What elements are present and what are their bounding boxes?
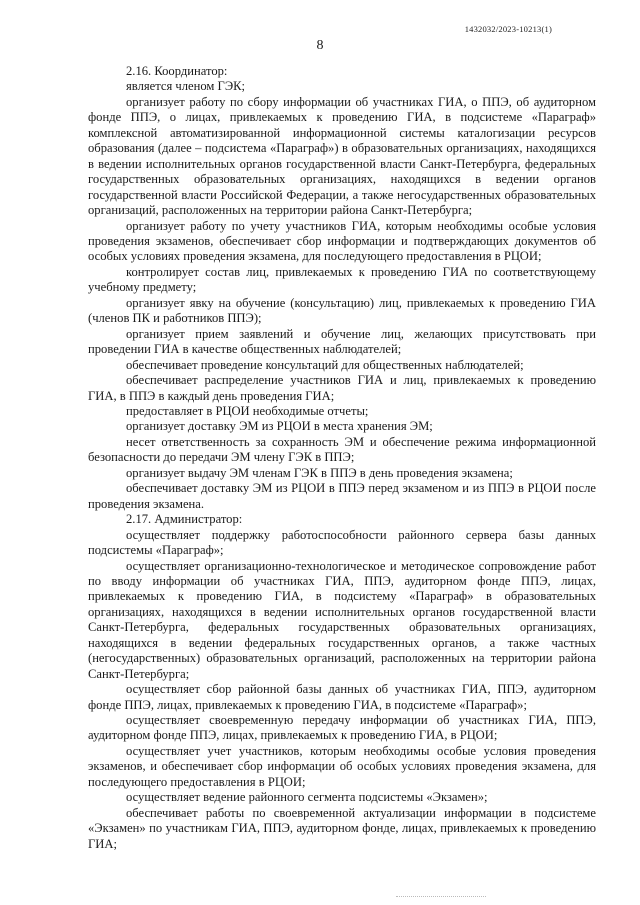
paragraph: организует выдачу ЭМ членам ГЭК в ППЭ в день проведения экзамена; [126,465,513,480]
section-heading-administrator: 2.17. Администратор: [126,512,243,527]
paragraph: организует явку на обучение (консультацию) лиц, привлекаемых к проведению ГИА (членов ПК и работников ППЭ); [88,295,596,326]
document-registration-number: 1432032/2023-10213(1) [464,24,552,34]
paragraph: обеспечивает доставку ЭМ из РЦОИ в ППЭ перед экзаменом и из ППЭ в РЦОИ после проведения экзамена. [88,481,596,511]
paragraph: обеспечивает распределение участников ГИА и лиц, привлекаемых к проведению ГИА, в ППЭ в каждый день проведения ГИА; [88,373,596,403]
paragraph: организует доставку ЭМ из РЦОИ в места хранения ЭМ; [126,419,433,434]
paragraph: осуществляет сбор районной базы данных об участниках ГИА, ППЭ, аудиторном фонде ППЭ, лицах, привлекаемых к проведению ГИА, в подсистеме «Параграф»; [88,682,596,712]
scan-artifact [396,896,486,899]
paragraph: контролирует состав лиц, привлекаемых к проведению ГИА по соответствующему учебному предмету; [88,264,596,295]
paragraph: организует работу по сбору информации об участниках ГИА, о ППЭ, об аудиторном фонде ППЭ, о лицах, привлекаемых к проведению ГИА, в подсистеме «Параграф» комплексной автоматизированной информационной системы каталогизации ресурсов образования (далее – подсистема «Параграф») в образовательных организациях, находящихся в ведении исполнительных органов государственной власти Санкт-Петербурга, федеральных государственных образовательных организациях, находящихся в ведении органов государственной власти Российской Федерации, а также негосударственных образовательных организаций, расположенных на территории района Санкт-Петербурга; [88,94,596,218]
document-body [88,64,596,852]
paragraph: организует прием заявлений и обучение лиц, желающих присутствовать при проведении ГИА в качестве общественных наблюдателей; [88,326,596,357]
page-number: 8 [316,38,324,53]
paragraph: осуществляет организационно-технологическое и методическое сопровождение работ по вводу информации об участниках ГИА, ППЭ, аудиторном фонде ППЭ, лицах, привлекаемых к проведению ГИА, в подсистему «Параграф» в образовательных организациях, находящихся в ведении исполнительных органов государственной власти Санкт-Петербурга, федеральных государственных образовательных организациях, находящихся в ведении федеральных государственных органов, а также частных (негосударственных) образовательных организаций, расположенных на территории района Санкт-Петербурга; [88,558,596,681]
paragraph: осуществляет поддержку работоспособности районного сервера базы данных подсистемы «Параграф»; [88,527,596,558]
section-heading-coordinator: 2.16. Координатор: [126,64,228,78]
paragraph: предоставляет в РЦОИ необходимые отчеты; [126,403,369,418]
paragraph: обеспечивает проведение консультаций для общественных наблюдателей; [126,357,524,372]
paragraph: является членом ГЭК; [126,79,246,94]
paragraph: осуществляет ведение районного сегмента подсистемы «Экзамен»; [126,790,488,805]
paragraph: осуществляет своевременную передачу информации об участниках ГИА, ППЭ, аудиторном фонде ППЭ, лицах, привлекаемых к проведению ГИА, в РЦОИ; [88,713,596,743]
paragraph: осуществляет учет участников, которым необходимы особые условия проведения экзаменов, и обеспечивает сбор информации об особых условиях проведения экзамена, для последующего предоставления в РЦОИ; [88,743,596,789]
paragraph: несет ответственность за сохранность ЭМ и обеспечение режима информационной безопасности до передачи ЭМ члену ГЭК в ППЭ; [88,434,596,465]
paragraph: организует работу по учету участников ГИА, которым необходимы особые условия проведения экзаменов, обеспечивает сбор информации и подтверждающих документов об особых условиях проведения экзамена, для последующего предоставления в РЦОИ; [88,218,596,264]
paragraph: обеспечивает работы по своевременной актуализации информации в подсистеме «Экзамен» по участникам ГИА, ППЭ, аудиторном фонде, лицах, привлекаемых к проведению ГИА; [88,805,596,851]
